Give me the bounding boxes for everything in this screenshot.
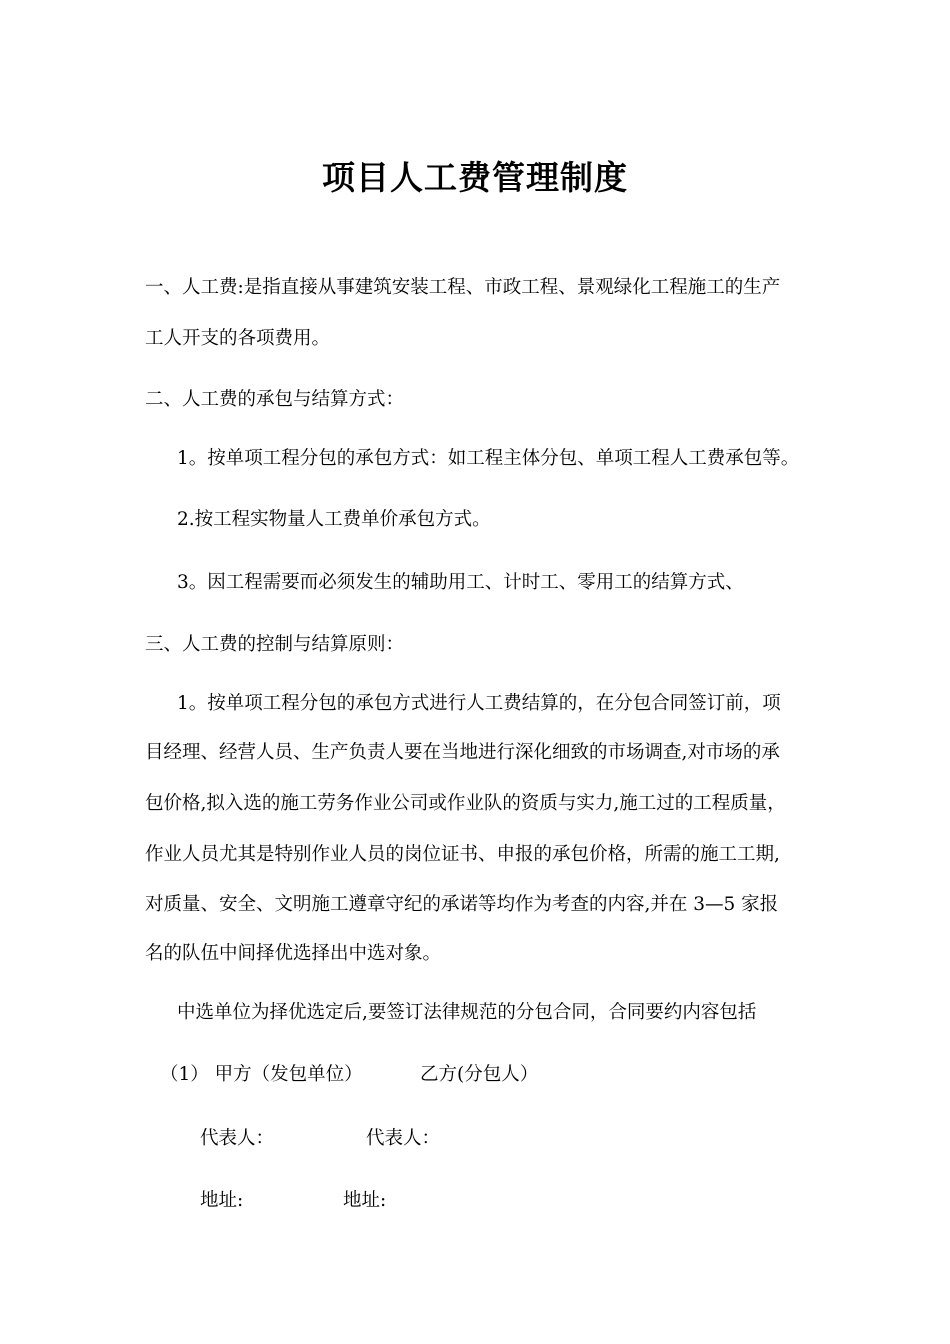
list-item: 2.按工程实物量人工费单价承包方式。 (177, 509, 491, 530)
contract-party-a: （1） 甲方（发包单位） (160, 1064, 363, 1085)
section-heading: 二、人工费的承包与结算方式： (145, 389, 405, 410)
paragraph-line: 工人开支的各项费用。 (145, 328, 331, 349)
paragraph-line: 包价格,拟入选的施工劳务作业公司或作业队的资质与实力,施工过的工程质量， (145, 793, 786, 814)
representative-b-label: 代表人： (366, 1128, 441, 1149)
address-b-label: 地址: (343, 1190, 387, 1211)
paragraph-line: 作业人员尤其是特别作业人员的岗位证书、申报的承包价格，所需的施工工期, (145, 844, 780, 865)
address-a-label: 地址: (200, 1190, 244, 1211)
paragraph-line: 1。按单项工程分包的承包方式进行人工费结算的，在分包合同签订前，项 (177, 693, 781, 714)
document-title: 项目人工费管理制度 (322, 158, 628, 197)
paragraph-line: 对质量、安全、文明施工遵章守纪的承诺等均作为考查的内容,并在 3—5 家报 (145, 894, 779, 915)
section-heading: 三、人工费的控制与结算原则： (145, 634, 405, 655)
paragraph-line: 名的队伍中间择优选择出中选对象。 (145, 943, 442, 964)
paragraph-line: 一、人工费:是指直接从事建筑安装工程、市政工程、景观绿化工程施工的生产 (145, 277, 781, 298)
paragraph-line: 中选单位为择优选定后,要签订法律规范的分包合同，合同要约内容包括 (177, 1002, 757, 1023)
list-item: 3。因工程需要而必须发生的辅助用工、计时工、零用工的结算方式、 (177, 572, 744, 593)
representative-a-label: 代表人： (200, 1128, 275, 1149)
contract-party-b: 乙方(分包人） (420, 1064, 539, 1085)
paragraph-line: 目经理、经营人员、生产负责人要在当地进行深化细致的市场调查,对市场的承 (145, 742, 780, 763)
list-item: 1。按单项工程分包的承包方式：如工程主体分包、单项工程人工费承包等。 (177, 448, 800, 469)
